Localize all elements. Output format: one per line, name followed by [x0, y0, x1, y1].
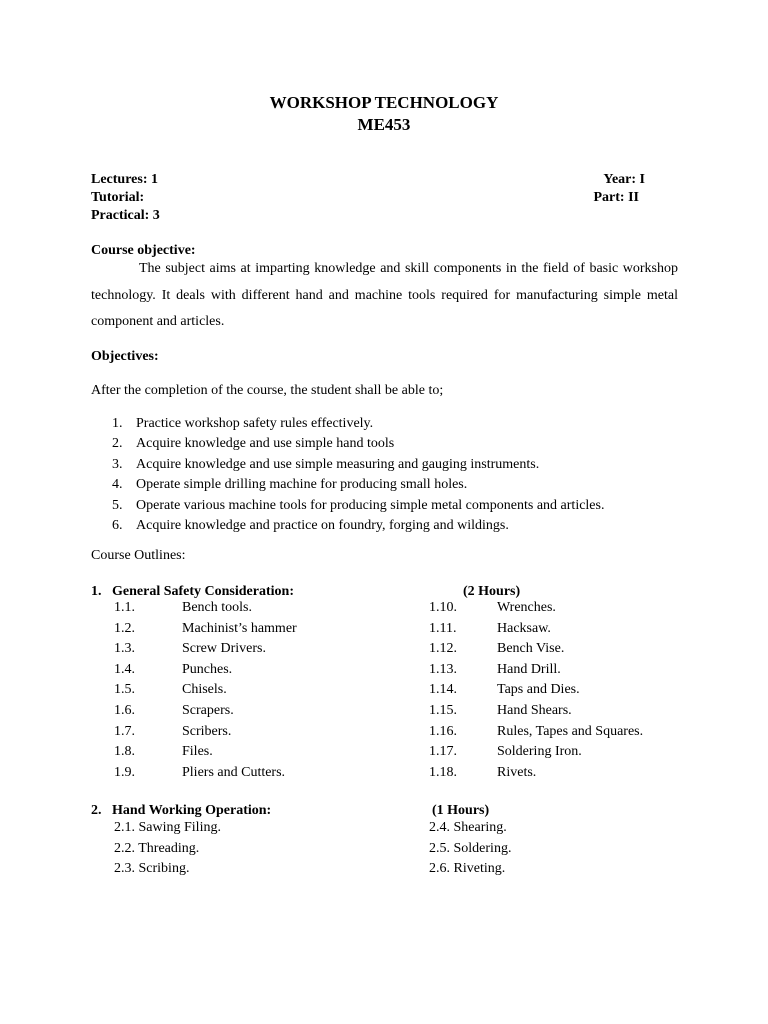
list-item: 2.6. Riveting. — [429, 861, 506, 877]
list-item: 2.4. Shearing. — [429, 820, 507, 835]
practical-label: Practical: 3 — [91, 208, 160, 223]
list-item: 1.8. Files. — [114, 744, 213, 760]
list-item: 1.3. Screw Drivers. — [114, 641, 266, 657]
list-item: 1.15. Hand Shears. — [429, 702, 572, 718]
list-item: 5. Operate various machine tools for producing simple metal components and articles. — [112, 497, 605, 513]
course-objective-body: The subject aims at imparting knowledge and skill components in the field of basic workshop technology. It deals with different hand and machine tools required for manufacturing simple metal component and articles. — [91, 261, 678, 329]
list-item: 1.17. Soldering Iron. — [429, 744, 582, 760]
list-item: 1.4. Punches. — [114, 661, 233, 677]
course-objective-text — [91, 256, 678, 336]
course-outlines-heading: Course Outlines: — [91, 548, 186, 563]
list-item: 1.12. Bench Vise. — [429, 641, 565, 657]
objectives-list — [112, 414, 604, 536]
list-item: 1.6. Scrapers. — [114, 702, 234, 718]
part-label: Part: II — [593, 190, 639, 205]
document-title: WORKSHOP TECHNOLOGY — [269, 93, 499, 112]
section-2-hours: (1 Hours) — [432, 803, 490, 818]
list-item: 1.18. Rivets. — [429, 764, 537, 780]
list-item: 1.5. Chisels. — [114, 682, 227, 698]
tutorial-label: Tutorial: — [91, 190, 145, 205]
objectives-heading: Objectives: — [91, 349, 159, 364]
section-2-title: 2. Hand Working Operation: — [91, 803, 272, 818]
section-2-left-list — [114, 818, 221, 880]
list-item: 4. Operate simple drilling machine for producing small holes. — [112, 477, 468, 493]
list-item: 1.7. Scribers. — [114, 723, 232, 739]
section-1-right-list — [429, 598, 643, 783]
list-item: 2.2. Threading. — [114, 840, 200, 856]
course-code: ME453 — [357, 115, 411, 134]
list-item: 2.1. Sawing Filing. — [114, 820, 221, 835]
list-item: 2.5. Soldering. — [429, 840, 512, 856]
course-objective-heading: Course objective: — [91, 243, 196, 258]
list-item: 1.1. Bench tools. — [114, 600, 252, 615]
section-1-hours: (2 Hours) — [463, 584, 521, 599]
list-item: 2.3. Scribing. — [114, 861, 190, 877]
list-item: 1.13. Hand Drill. — [429, 661, 561, 677]
list-item: 2. Acquire knowledge and use simple hand tools — [112, 436, 395, 452]
section-2-right-list — [429, 818, 511, 880]
section-1-left-list — [114, 598, 297, 783]
list-item: 1.2. Machinist’s hammer — [114, 620, 297, 636]
objectives-intro: After the completion of the course, the student shall be able to; — [91, 383, 444, 398]
list-item: 3. Acquire knowledge and use simple measuring and gauging instruments. — [112, 456, 540, 472]
list-item: 1.9. Pliers and Cutters. — [114, 764, 286, 780]
list-item: 1.14. Taps and Dies. — [429, 682, 580, 698]
list-item: 1.10. Wrenches. — [429, 600, 556, 615]
list-item: 1.11. Hacksaw. — [429, 620, 551, 636]
list-item: 1.16. Rules, Tapes and Squares. — [429, 723, 644, 739]
year-label: Year: I — [603, 172, 645, 187]
list-item: 6. Acquire knowledge and practice on foundry, forging and wildings. — [112, 517, 509, 533]
section-1-title: 1. General Safety Consideration: — [91, 584, 294, 599]
lectures-label: Lectures: 1 — [91, 172, 158, 187]
list-item: 1. Practice workshop safety rules effectively. — [112, 416, 374, 431]
